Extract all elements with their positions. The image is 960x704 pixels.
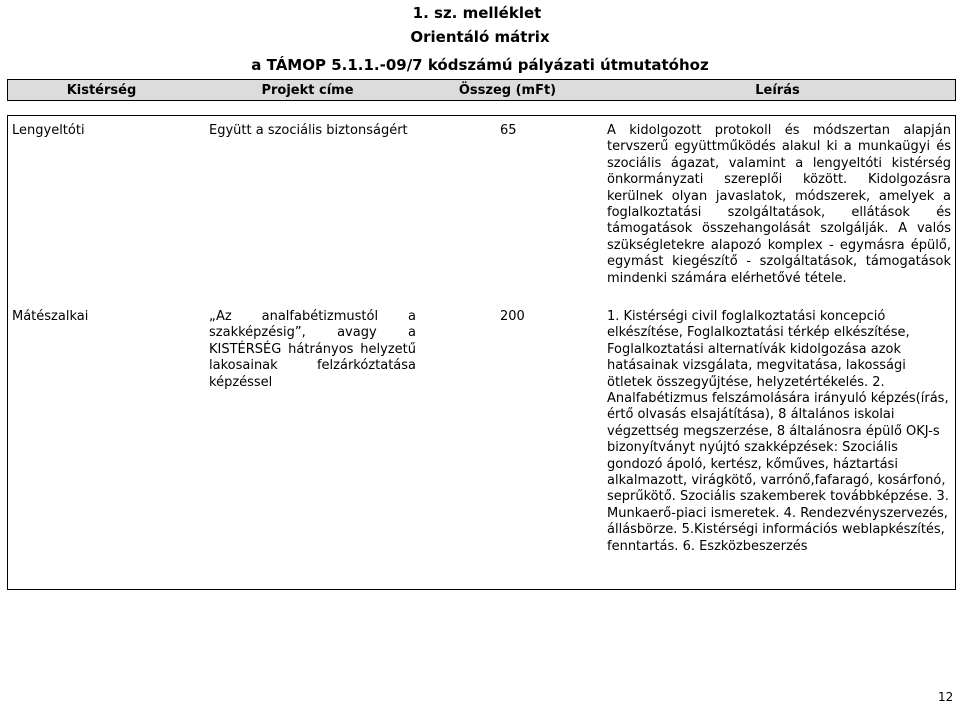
cell-projekt: Együtt a szociális biztonságért <box>209 123 408 138</box>
cell-kisterseg: Mátészalkai <box>12 309 89 324</box>
cell-leiras: 1. Kistérségi civil foglalkoztatási koncepció elkészítése, Foglalkoztatási térkép elkészítése, Foglalkoztatási alternatívák kidolgozása azok hatásainak vizsgálata, megvitatása, lakossági ötletek összegyűjtése, helyzetértékelés. 2. Analfabétizmus felszámolására irányuló képzés(írás, értő olvasás elsajátítása), 8 általános iskolai végzettség megszerzése, 8 általánosra épülő OKJ-s bizonyítványt nyújtó szakképzések: Szociális gondozó ápoló, kertész, kőműves, háztartási alkalmazott, virágkötő, varrónő,fafaragó, kosárfonó, seprűkötő. Szociális szakemberek továbbképzése. 3. Munkaerő-piaci ismeretek. 4. Rendezvényszervezés, állásbörze. 5.Kistérségi információs weblapkészítés, fenntartás. 6. Eszközbeszerzés <box>607 309 949 554</box>
matrix-title: Orientáló mátrix <box>410 28 550 46</box>
header-projekt: Projekt címe <box>261 83 354 98</box>
page-number: 12 <box>938 690 954 704</box>
cell-projekt: „Az analfabétizmustól a szakképzésig”, avagy a KISTÉRSÉG hátrányos helyzetű lakosainak felzárkóztatása képzéssel <box>209 309 416 390</box>
cell-osszeg: 200 <box>500 309 525 324</box>
header-kisterseg: Kistérség <box>66 83 137 98</box>
header-leiras: Leírás <box>755 83 800 98</box>
guide-reference: a TÁMOP 5.1.1.-09/7 kódszámú pályázati útmutatóhoz <box>251 56 709 74</box>
annex-number: 1. sz. melléklet <box>412 4 542 22</box>
cell-kisterseg: Lengyeltóti <box>12 123 85 138</box>
header-osszeg: Összeg (mFt) <box>458 83 557 98</box>
cell-leiras: A kidolgozott protokoll és módszertan alapján tervszerű együttműködés alakul ki a munkaügyi és szociális ágazat, valamint a lengyeltóti kistérség önkormányzati szereplői között. Kidolgozásra kerülnek olyan javaslatok, módszerek, amelyek a foglalkoztatási szolgáltatások, ellátások és támogatások összehangolását szolgálják. A valós szükségletekre alapozó komplex - egymásra épülő, egymást kiegészítő - szolgáltatások, támogatások mindenki számára elérhetővé tétele. <box>607 123 951 286</box>
cell-osszeg: 65 <box>500 123 517 138</box>
